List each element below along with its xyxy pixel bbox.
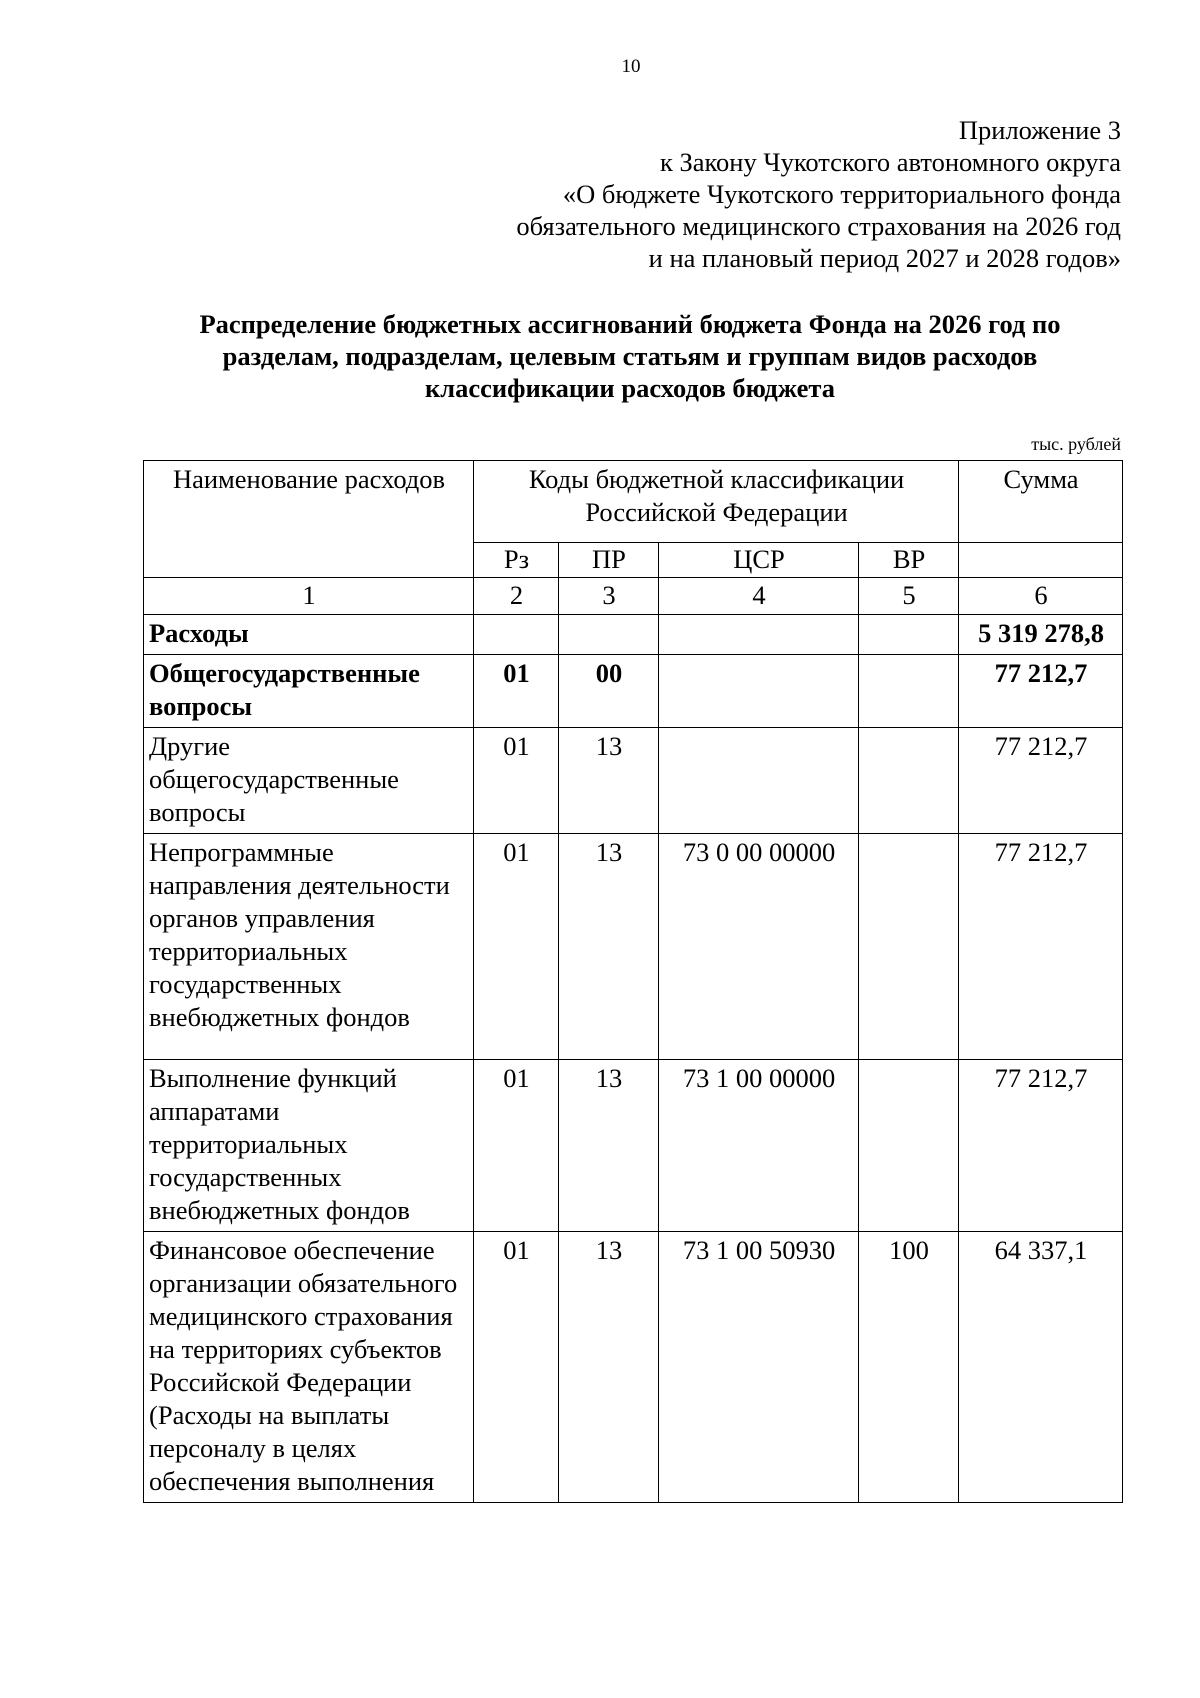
cell-vr <box>859 1060 959 1232</box>
appendix-line: обязательного медицинского страхования на 2026 год <box>516 211 1121 241</box>
cell-csr <box>659 615 859 655</box>
title-line: классификации расходов бюджета <box>425 373 835 403</box>
cell-name: Выполнение функций аппаратами территориальных государственных внебюджетных фондов <box>144 1060 474 1232</box>
cell-rz: 01 <box>474 655 559 728</box>
table-row <box>144 728 1123 834</box>
cell-vr <box>859 728 959 834</box>
cell-sum: 5 319 278,8 <box>959 615 1123 655</box>
cell-rz: 01 <box>474 834 559 1060</box>
header-name: Наименование расходов <box>144 461 474 578</box>
cell-vr <box>859 615 959 655</box>
header-sum-blank <box>959 543 1123 578</box>
table-row <box>144 615 1123 655</box>
page-number: 10 <box>621 56 641 77</box>
cell-csr: 73 1 00 00000 <box>659 1060 859 1232</box>
cell-rz: 01 <box>474 1232 559 1503</box>
header-csr: ЦСР <box>659 543 859 578</box>
cell-name: Общегосударственные вопросы <box>144 655 474 728</box>
table-header-row <box>144 461 1123 543</box>
title-line: Распределение бюджетных ассигнований бюджета Фонда на 2026 год по <box>199 309 1061 339</box>
cell-vr <box>859 655 959 728</box>
table-row <box>144 1232 1123 1503</box>
budget-table <box>143 460 1123 1503</box>
cell-name: Другие общегосударственные вопросы <box>144 728 474 834</box>
cell-rz <box>474 615 559 655</box>
cell-vr <box>859 834 959 1060</box>
table-row <box>144 834 1123 1060</box>
table-row <box>144 1060 1123 1232</box>
header-vr: ВР <box>859 543 959 578</box>
cell-rz: 01 <box>474 728 559 834</box>
cell-sum: 77 212,7 <box>959 655 1123 728</box>
document-title <box>140 308 1120 404</box>
cell-vr: 100 <box>859 1232 959 1503</box>
cell-name: Финансовое обеспечение организации обязательного медицинского страхования на территориях субъектов Российской Федерации (Расходы на выплаты персоналу в целях обеспечения выполнения <box>144 1232 474 1503</box>
cell-pr <box>559 615 659 655</box>
title-line: разделам, подразделам, целевым статьям и группам видов расходов <box>222 341 1038 371</box>
column-number: 2 <box>474 578 559 615</box>
cell-pr: 13 <box>559 1060 659 1232</box>
cell-sum: 77 212,7 <box>959 728 1123 834</box>
cell-rz: 01 <box>474 1060 559 1232</box>
appendix-line: «О бюджете Чукотского территориального фонда <box>562 179 1121 209</box>
column-number: 1 <box>144 578 474 615</box>
cell-csr <box>659 728 859 834</box>
cell-name: Расходы <box>144 615 474 655</box>
cell-csr: 73 1 00 50930 <box>659 1232 859 1503</box>
cell-pr: 13 <box>559 834 659 1060</box>
cell-name: Непрограммные направления деятельности органов управления территориальных государственных внебюджетных фондов <box>144 834 474 1060</box>
cell-pr: 13 <box>559 1232 659 1503</box>
header-pr: ПР <box>559 543 659 578</box>
column-number: 6 <box>959 578 1123 615</box>
units-label: тыс. рублей <box>1031 434 1121 454</box>
appendix-line: и на плановый период 2027 и 2028 годов» <box>648 243 1121 273</box>
column-number: 4 <box>659 578 859 615</box>
cell-csr: 73 0 00 00000 <box>659 834 859 1060</box>
column-numbers-row <box>144 578 1123 615</box>
column-number: 5 <box>859 578 959 615</box>
cell-sum: 64 337,1 <box>959 1232 1123 1503</box>
header-rz: Рз <box>474 543 559 578</box>
table-row <box>144 655 1123 728</box>
appendix-line: Приложение 3 <box>958 115 1121 145</box>
header-codes: Коды бюджетной классификации Российской Федерации <box>474 461 959 543</box>
header-sum: Сумма <box>959 461 1123 543</box>
appendix-line: к Закону Чукотского автономного округа <box>659 147 1121 177</box>
cell-csr <box>659 655 859 728</box>
cell-pr: 13 <box>559 728 659 834</box>
column-number: 3 <box>559 578 659 615</box>
cell-sum: 77 212,7 <box>959 1060 1123 1232</box>
appendix-reference <box>516 114 1121 274</box>
cell-pr: 00 <box>559 655 659 728</box>
cell-sum: 77 212,7 <box>959 834 1123 1060</box>
